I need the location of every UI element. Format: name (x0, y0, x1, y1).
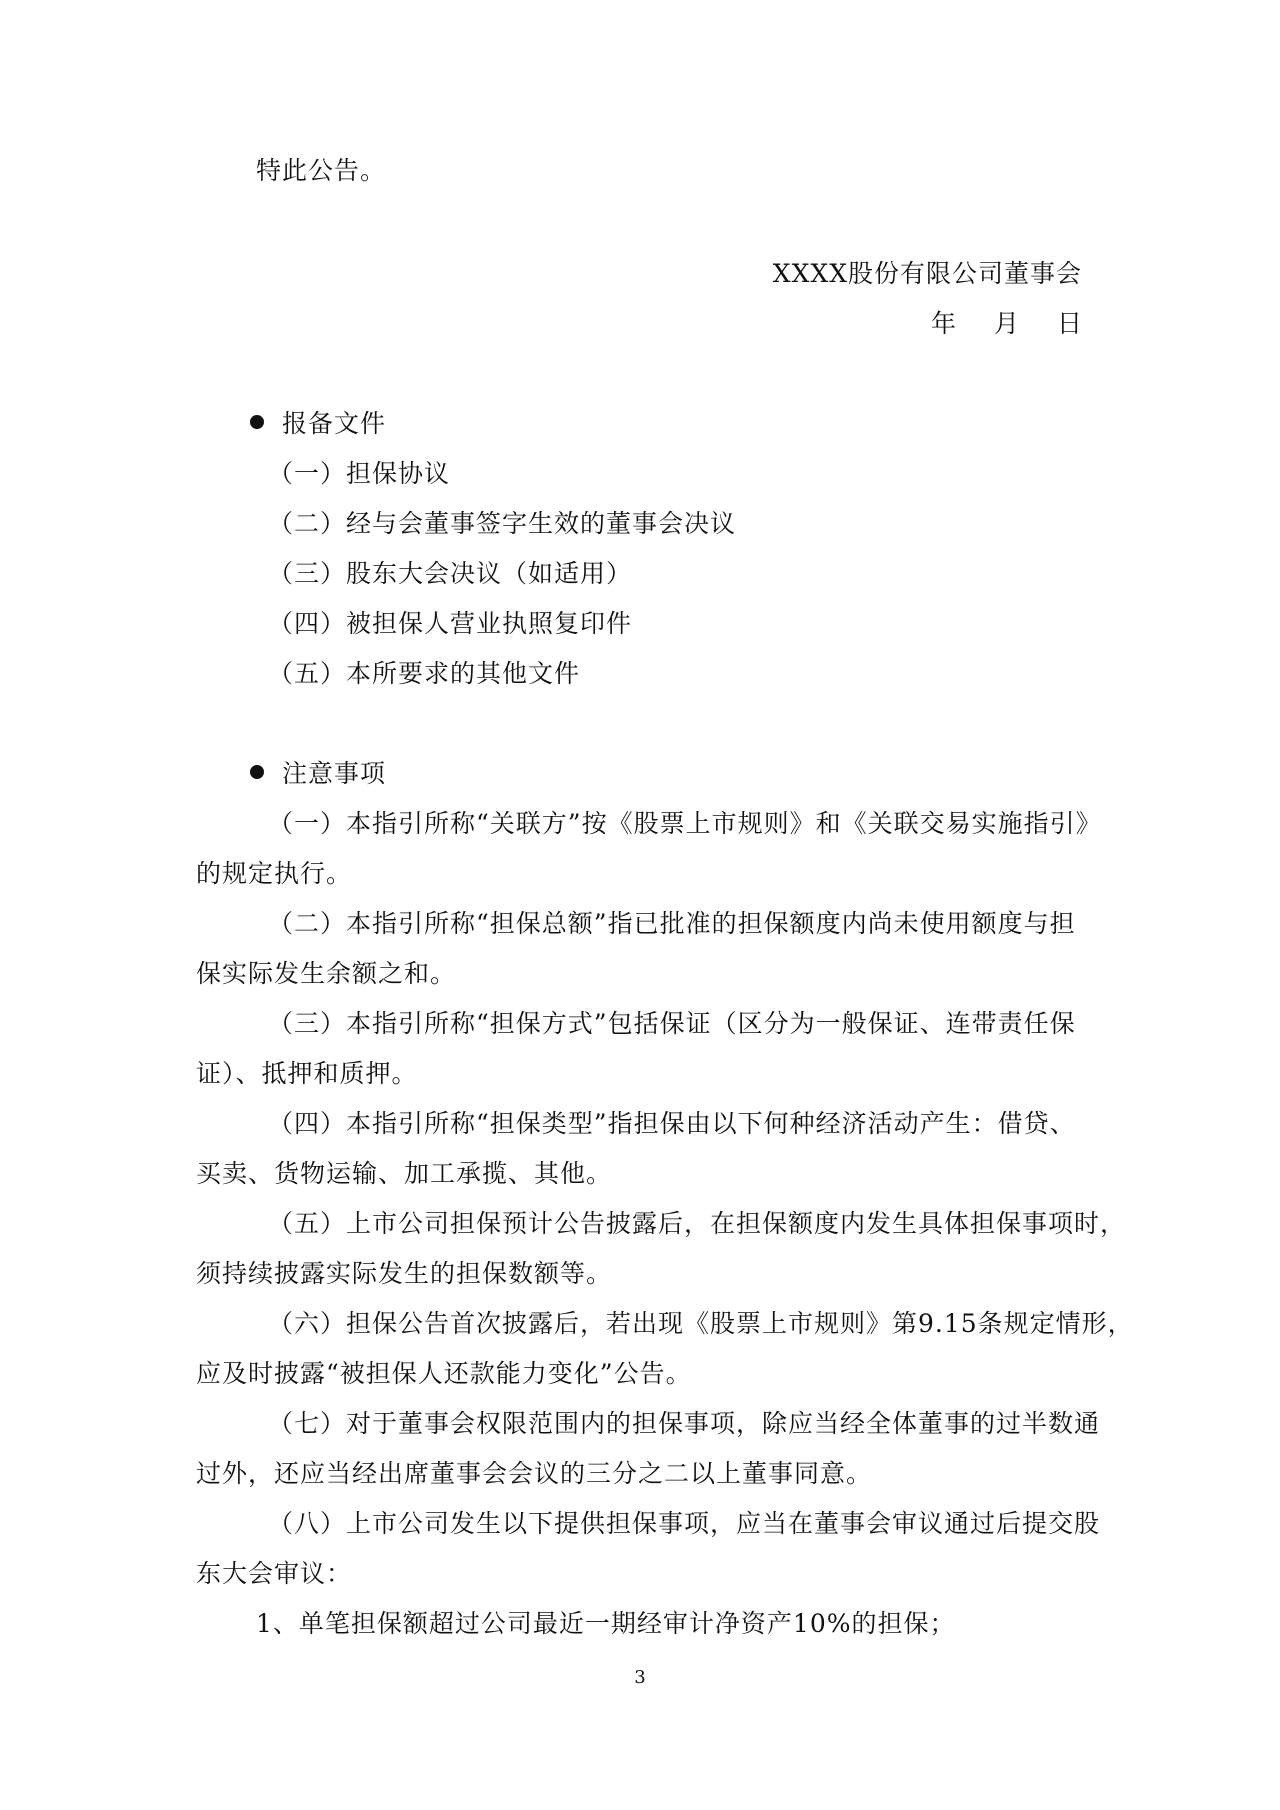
note-line: （二）本指引所称“担保总额”指已批准的担保额度内尚未使用额度与担 (268, 909, 1076, 938)
signature-date (931, 307, 1082, 341)
closing-text: 特此公告。 (256, 156, 387, 185)
note-line: （五）上市公司担保预计公告披露后，在担保额度内发生具体担保事项时， (268, 1209, 1127, 1238)
note-line: 东大会审议： (196, 1559, 353, 1588)
bullet-icon (250, 415, 264, 429)
filing-doc-item: （二）经与会董事签字生效的董事会决议 (268, 509, 737, 538)
note-line: （三）本指引所称“担保方式”包括保证（区分为一般保证、连带责任保 (268, 1009, 1076, 1038)
filing-doc-item: （四）被担保人营业执照复印件 (268, 609, 633, 638)
note-line: （一）本指引所称“关联方”按《股票上市规则》和《关联交易实施指引》 (268, 809, 1102, 838)
note-line: 买卖、货物运输、加工承揽、其他。 (196, 1159, 613, 1188)
note-line: 1、单笔担保额超过公司最近一期经审计净资产10%的担保； (256, 1609, 956, 1638)
note-line: 过外，还应当经出席董事会会议的三分之二以上董事同意。 (196, 1459, 873, 1488)
note-line: 的规定执行。 (196, 859, 353, 888)
note-line: （六）担保公告首次披露后，若出现《股票上市规则》第9.15条规定情形， (268, 1309, 1134, 1338)
bullet-icon (250, 765, 264, 779)
note-line: （八）上市公司发生以下提供担保事项，应当在董事会审议通过后提交股 (268, 1509, 1101, 1538)
note-line: 保实际发生余额之和。 (196, 959, 457, 988)
date-day: 日 (1056, 309, 1082, 338)
notes-heading-text: 注意事项 (282, 759, 387, 788)
note-line: 应及时披露“被担保人还款能力变化”公告。 (196, 1359, 692, 1388)
note-line: 须持续披露实际发生的担保数额等。 (196, 1259, 613, 1288)
note-line: （四）本指引所称“担保类型”指担保由以下何种经济活动产生：借贷、 (268, 1109, 1076, 1138)
filing-doc-item: （三）股东大会决议（如适用） (268, 559, 633, 588)
date-year: 年 (930, 309, 956, 338)
filing-docs-heading (250, 407, 386, 441)
note-line: 证）、抵押和质押。 (196, 1059, 418, 1088)
filing-doc-item: （五）本所要求的其他文件 (268, 659, 581, 688)
filing-doc-item: （一）担保协议 (268, 459, 451, 488)
note-line: （七）对于董事会权限范围内的担保事项，除应当经全体董事的过半数通 (268, 1409, 1101, 1438)
notes-heading (250, 757, 386, 791)
date-month: 月 (993, 309, 1019, 338)
page-number: 3 (634, 1667, 646, 1688)
filing-docs-heading-text: 报备文件 (282, 409, 387, 438)
signature-company: XXXX股份有限公司董事会 (772, 259, 1082, 288)
